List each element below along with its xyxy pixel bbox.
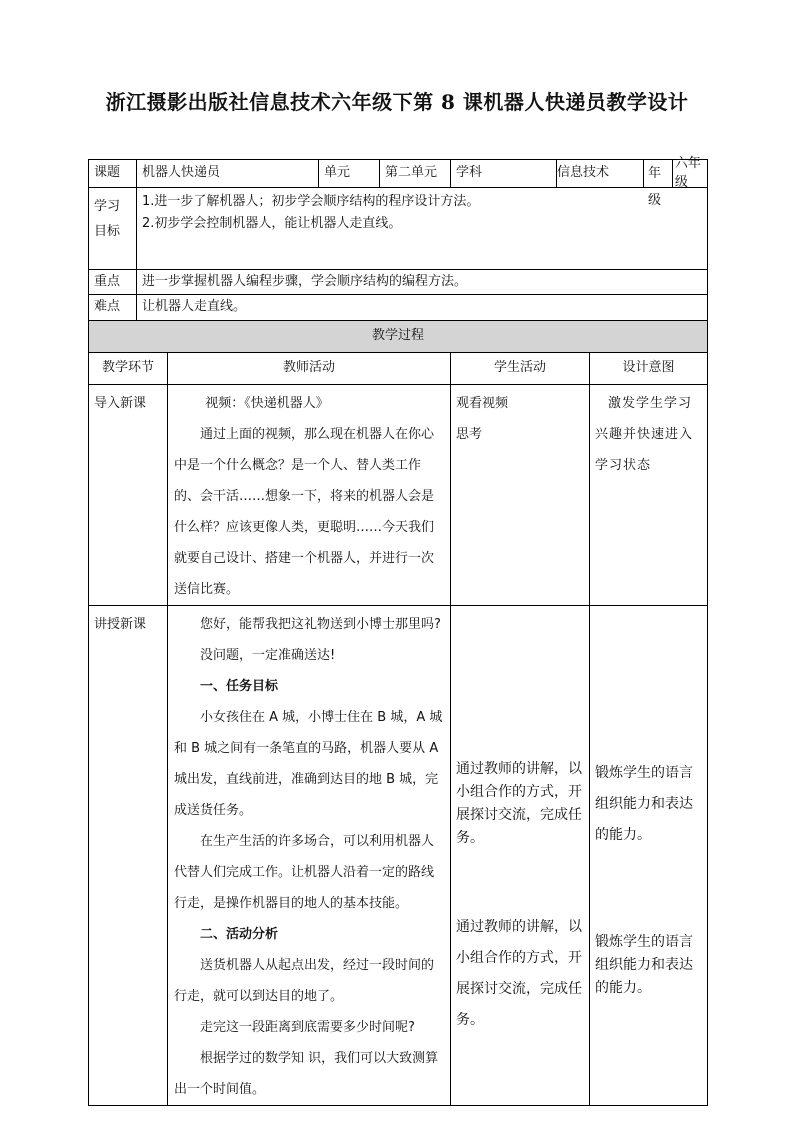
intro-student-item: 思考 [456, 427, 483, 442]
goal-item: 2.初步学会控制机器人，能让机器人走直线。 [142, 216, 402, 231]
intro-paragraph: 通过上面的视频，那么现在机器人在你心中是一个什么概念？是一个人、替人类工作的、会干活……想象一下，将来的机器人会是什么样？应该更像人类，更聪明……今天我们就要自己设计、搭建一个机器人，并进行一次送信比赛。 [174, 427, 435, 597]
header-intent: 设计意图 [590, 353, 708, 385]
difficulty-text: 让机器人走直线。 [137, 295, 708, 321]
header-stage: 教学环节 [89, 353, 168, 385]
unit-value: 第二单元 [380, 160, 451, 188]
difficulty-label: 难点 [89, 295, 137, 321]
document-title: 浙江摄影出版社信息技术六年级下第 8 课机器人快递员教学设计 [105, 90, 689, 114]
header-student: 学生活动 [451, 353, 590, 385]
lecture-student-text: 通过教师的讲解，以小组合作的方式，开展探讨交流，完成任务。 [456, 761, 583, 846]
goal-item: 1.进一步了解机器人；初步学会顺序结构的程序设计方法。 [142, 194, 480, 209]
lesson-plan-table [88, 156, 707, 1106]
lecture-stage: 讲授新课 [89, 606, 168, 1106]
grade-value: 六年级 [674, 156, 701, 190]
intro-row [89, 385, 708, 606]
goals-label-line-2: 目标 [94, 224, 121, 239]
goals-label [89, 188, 137, 270]
lecture-student [451, 606, 590, 1106]
lecture-heading: 一、任务目标 [200, 679, 279, 694]
unit-label: 单元 [319, 160, 380, 188]
process-section-title: 教学过程 [89, 321, 708, 353]
lecture-paragraph: 您好，能帮我把这礼物送到小博士那里吗? [200, 617, 441, 632]
lecture-teacher [168, 606, 451, 1106]
intro-video-line: 视频：《快递机器人》 [205, 396, 329, 411]
intro-student [451, 385, 590, 606]
lecture-paragraph: 走完这一段距离到底需要多少时间呢? [200, 1020, 415, 1035]
lecture-paragraph: 没问题，一定准确送达! [200, 648, 336, 663]
subject-value: 信息技术 [557, 160, 644, 188]
process-header-row [89, 353, 708, 385]
intro-student-item: 观看视频 [456, 396, 509, 411]
lecture-paragraph: 根据学过的数学知 识，我们可以大致测算出一个时间值。 [174, 1051, 439, 1097]
lecture-intent [590, 606, 708, 1106]
key-points-text: 进一步掌握机器人编程步骤，学会顺序结构的编程方法。 [137, 270, 708, 295]
goals-row [89, 188, 708, 270]
intro-stage: 导入新课 [89, 385, 168, 606]
intro-intent: 激发学生学习兴趣并快速进入学习状态 [590, 385, 708, 606]
key-points-row [89, 270, 708, 295]
lecture-intent-text: 锻炼学生的语言组织能力和表达的能力。 [595, 934, 694, 996]
lecture-paragraph: 小女孩住在 A 城，小博士住在 B 城，A 城和 B 城之间有一条笔直的马路，机器人要从 A 城出发，直线前进，准确到达目的地 B 城，完成送货任务。 [174, 710, 443, 818]
lecture-paragraph: 送货机器人从起点出发，经过一段时间的行走，就可以到达目的地了。 [174, 958, 435, 1004]
difficulty-row [89, 295, 708, 321]
lecture-intent-text: 锻炼学生的语言组织能力和表达的能力。 [595, 765, 694, 843]
key-points-label: 重点 [89, 270, 137, 295]
info-row [89, 160, 708, 188]
intro-teacher [168, 385, 451, 606]
lecture-heading: 二、活动分析 [200, 927, 279, 942]
lecture-paragraph: 在生产生活的许多场合，可以利用机器人代替人们完成工作。让机器人沿着一定的路线行走，是操作机器目的地人的基本技能。 [174, 834, 435, 911]
topic-value: 机器人快递员 [137, 160, 319, 188]
process-section-row [89, 321, 708, 353]
grade-label: 年级 [644, 160, 673, 187]
lecture-student-text: 通过教师的讲解，以小组合作的方式，开展探讨交流，完成任务。 [456, 919, 583, 1028]
topic-label: 课题 [89, 160, 137, 188]
grade-cell [644, 156, 708, 208]
header-teacher: 教师活动 [168, 353, 451, 385]
goals-label-line-1: 学习 [94, 199, 121, 214]
lecture-row [89, 606, 708, 1106]
subject-label: 学科 [451, 160, 557, 188]
goals-content [137, 188, 708, 270]
